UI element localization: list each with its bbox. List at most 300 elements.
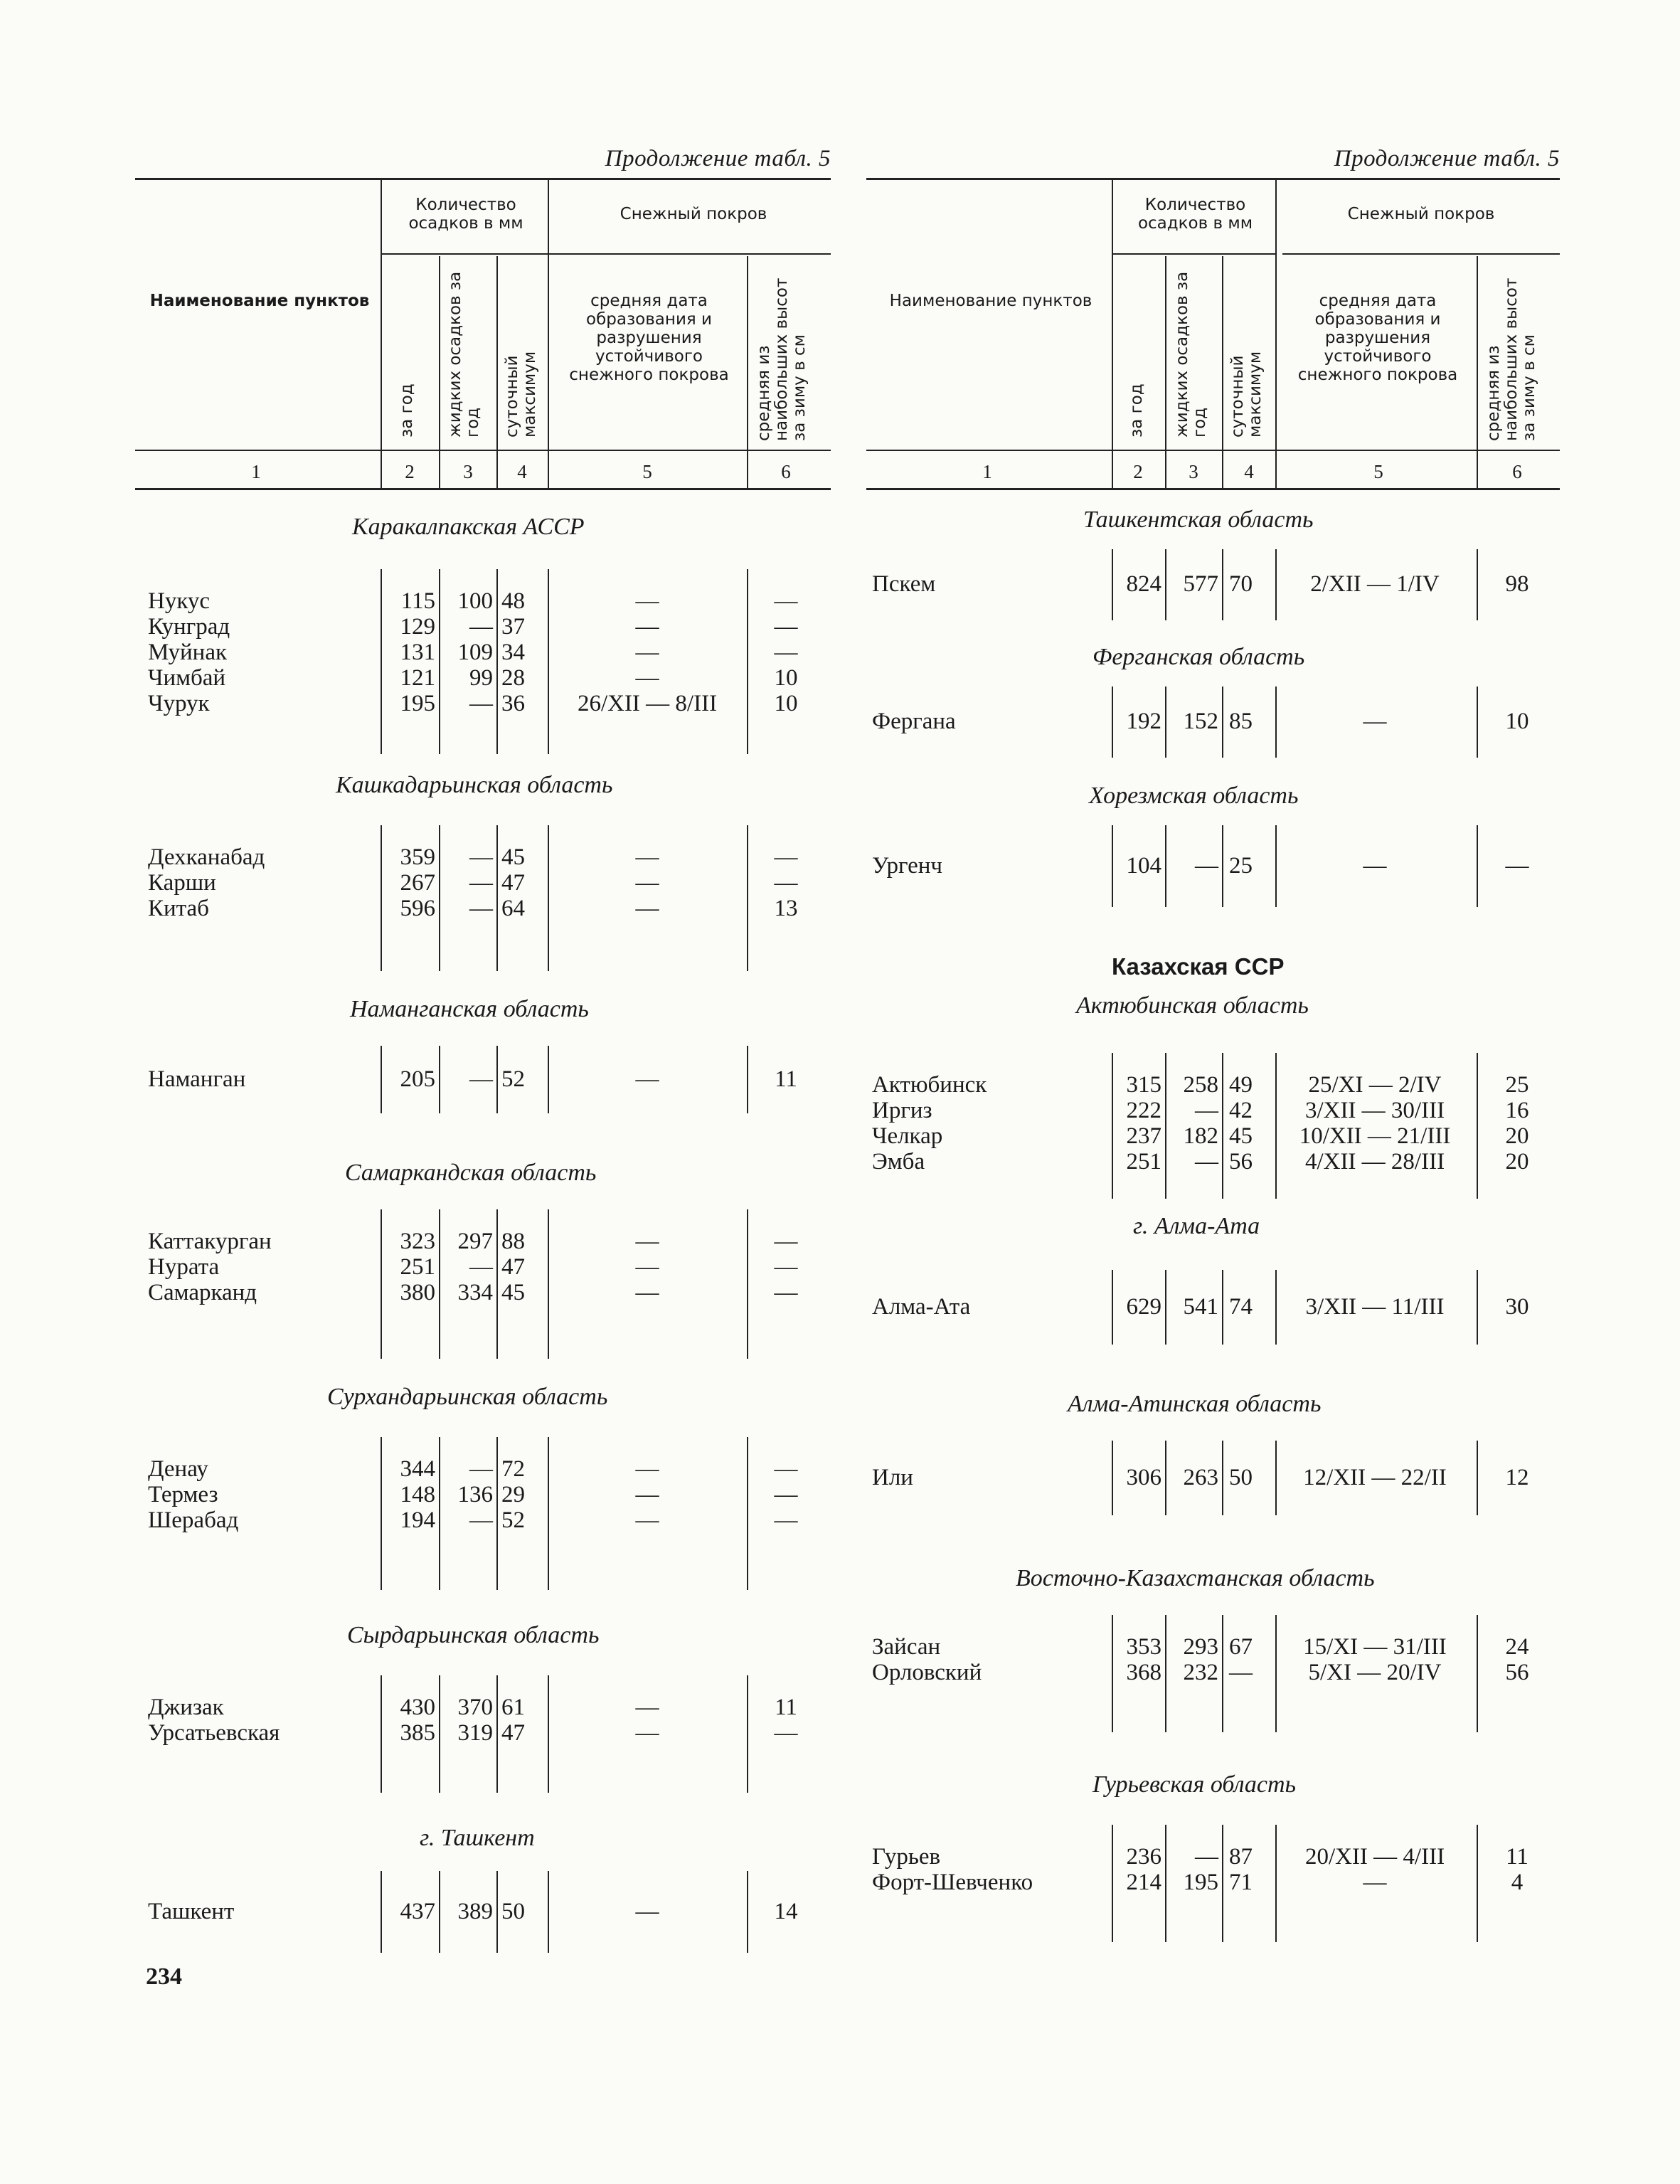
station-name: Иргиз bbox=[872, 1098, 932, 1123]
header-divider bbox=[1165, 256, 1166, 488]
precip-annual: 192 bbox=[1126, 709, 1161, 734]
precip-liquid: 109 bbox=[457, 640, 493, 665]
station-name: Кунград bbox=[148, 614, 230, 640]
column-rule bbox=[1222, 825, 1223, 907]
precip-annual: 129 bbox=[400, 614, 435, 640]
column-rule bbox=[747, 1046, 748, 1113]
precip-liquid: 370 bbox=[457, 1695, 493, 1720]
precip-liquid: — bbox=[1195, 1844, 1218, 1870]
header-divider bbox=[381, 179, 382, 488]
precip-annual: 115 bbox=[400, 588, 435, 614]
station-name: Джизак bbox=[148, 1695, 224, 1720]
precip-liquid: 136 bbox=[457, 1482, 493, 1507]
snow-cover-dates: — bbox=[635, 896, 659, 921]
precip-liquid: — bbox=[469, 1456, 493, 1482]
header-rule bbox=[1112, 253, 1275, 255]
station-name: Ташкент bbox=[148, 1898, 235, 1924]
precip-liquid: — bbox=[469, 870, 493, 896]
precip-annual: 596 bbox=[400, 896, 435, 921]
precip-annual: 430 bbox=[400, 1695, 435, 1720]
header-divider bbox=[1112, 179, 1113, 488]
snow-depth-max: 10 bbox=[774, 665, 798, 691]
header-col5: средняя дата образования и разрушения устойчивого снежного покрова bbox=[1297, 292, 1458, 384]
precip-daily-max: 25 bbox=[1229, 852, 1253, 879]
station-name: Нурата bbox=[148, 1254, 220, 1280]
precip-daily-max: 52 bbox=[501, 1507, 525, 1533]
header-rule bbox=[135, 450, 831, 451]
snow-cover-dates: — bbox=[635, 1695, 659, 1720]
precip-annual: 437 bbox=[400, 1898, 435, 1924]
col-number: 1 bbox=[982, 461, 992, 482]
snow-cover-dates: — bbox=[1363, 709, 1387, 734]
col-number: 2 bbox=[405, 461, 415, 482]
snow-depth-max: — bbox=[774, 640, 798, 665]
page-number: 234 bbox=[146, 1963, 182, 1990]
header-rule bbox=[1282, 253, 1560, 255]
header-col3: жидких осадков за год bbox=[1173, 271, 1209, 438]
section-title: г. Ташкент bbox=[420, 1825, 535, 1851]
snow-cover-dates: 3/XII — 11/III bbox=[1305, 1293, 1445, 1320]
precip-liquid: 182 bbox=[1183, 1123, 1218, 1149]
column-rule bbox=[496, 1046, 498, 1113]
precip-annual: 148 bbox=[400, 1482, 435, 1507]
station-name: Зайсан bbox=[872, 1634, 941, 1660]
column-rule bbox=[747, 1871, 748, 1953]
snow-cover-dates: — bbox=[635, 640, 659, 665]
snow-depth-max: — bbox=[774, 1482, 798, 1507]
snow-depth-max: 16 bbox=[1505, 1098, 1529, 1123]
station-name: Чимбай bbox=[148, 665, 226, 691]
precip-liquid: — bbox=[1195, 852, 1218, 879]
precip-daily-max: 52 bbox=[501, 1066, 525, 1092]
precip-daily-max: — bbox=[1229, 1660, 1253, 1685]
header-rule bbox=[381, 253, 548, 255]
column-rule bbox=[496, 1437, 498, 1590]
precip-annual: 359 bbox=[400, 844, 435, 870]
header-col6: средняя из наибольших высот за зиму в см bbox=[755, 277, 809, 441]
column-rule bbox=[439, 1046, 440, 1113]
snow-depth-max: 20 bbox=[1505, 1149, 1529, 1175]
station-name: Ургенч bbox=[872, 852, 942, 879]
snow-cover-dates: — bbox=[635, 614, 659, 640]
column-rule bbox=[381, 1871, 382, 1953]
header-divider bbox=[747, 256, 748, 488]
precip-daily-max: 49 bbox=[1229, 1072, 1253, 1098]
station-name: Гурьев bbox=[872, 1844, 941, 1870]
snow-depth-max: — bbox=[774, 614, 798, 640]
precip-annual: 121 bbox=[400, 665, 435, 691]
precip-daily-max: 50 bbox=[1229, 1464, 1253, 1490]
station-name: Эмба bbox=[872, 1149, 925, 1175]
header-snow-group: Снежный покров bbox=[1347, 205, 1495, 223]
section-title: Самаркандская область bbox=[345, 1160, 597, 1186]
section-title: Сырдарьинская область bbox=[347, 1622, 600, 1648]
snow-depth-max: 56 bbox=[1505, 1660, 1529, 1685]
snow-cover-dates: 20/XII — 4/III bbox=[1304, 1844, 1445, 1870]
snow-depth-max: — bbox=[774, 870, 798, 896]
snow-cover-dates: — bbox=[1363, 852, 1387, 879]
snow-depth-max: — bbox=[1505, 852, 1529, 879]
header-col4: суточный максимум bbox=[503, 351, 539, 438]
precip-liquid: — bbox=[469, 1254, 493, 1280]
precip-daily-max: 87 bbox=[1229, 1844, 1253, 1870]
station-name: Муйнак bbox=[148, 640, 228, 665]
snow-cover-dates: — bbox=[1363, 1870, 1387, 1895]
col-number: 6 bbox=[781, 461, 791, 482]
republic-heading: Казахская ССР bbox=[1112, 953, 1285, 980]
column-rule bbox=[1165, 825, 1166, 907]
precip-daily-max: 36 bbox=[501, 691, 525, 716]
header-rule bbox=[548, 253, 831, 255]
snow-cover-dates: 10/XII — 21/III bbox=[1299, 1123, 1451, 1149]
column-rule bbox=[1222, 1615, 1223, 1732]
precip-daily-max: 85 bbox=[1229, 709, 1253, 734]
snow-depth-max: 14 bbox=[774, 1898, 798, 1924]
header-divider bbox=[496, 256, 498, 488]
precip-annual: 251 bbox=[400, 1254, 435, 1280]
col-number: 1 bbox=[251, 461, 261, 482]
snow-depth-max: 4 bbox=[1511, 1870, 1524, 1895]
precip-annual: 205 bbox=[400, 1066, 435, 1092]
section-title: Восточно-Казахстанская область bbox=[1016, 1565, 1375, 1591]
snow-depth-max: 24 bbox=[1505, 1634, 1529, 1660]
column-rule bbox=[1165, 1270, 1166, 1345]
column-rule bbox=[1222, 1825, 1223, 1942]
section-title: Ташкентская область bbox=[1083, 507, 1314, 533]
snow-cover-dates: — bbox=[635, 588, 659, 614]
precip-daily-max: 47 bbox=[501, 870, 525, 896]
snow-depth-max: 30 bbox=[1505, 1293, 1529, 1320]
continuation-label: Продолжение табл. 5 bbox=[1334, 146, 1560, 171]
column-rule bbox=[439, 1437, 440, 1590]
station-name: Китаб bbox=[148, 896, 209, 921]
station-name: Форт-Шевченко bbox=[872, 1870, 1033, 1895]
station-name: Наманган bbox=[148, 1066, 246, 1092]
precip-daily-max: 50 bbox=[501, 1898, 525, 1924]
precip-liquid: 577 bbox=[1183, 571, 1218, 597]
snow-cover-dates: — bbox=[635, 1229, 659, 1254]
col-number: 3 bbox=[1189, 461, 1198, 482]
snow-depth-max: 11 bbox=[775, 1066, 797, 1092]
station-name: Шерабад bbox=[148, 1507, 239, 1533]
station-name: Каттакурган bbox=[148, 1229, 272, 1254]
snow-cover-dates: 25/XI — 2/IV bbox=[1308, 1072, 1442, 1098]
precip-annual: 237 bbox=[1126, 1123, 1161, 1149]
precip-liquid: — bbox=[469, 691, 493, 716]
snow-cover-dates: — bbox=[635, 1720, 659, 1746]
precip-daily-max: 45 bbox=[501, 844, 525, 870]
column-rule bbox=[1477, 687, 1478, 758]
precip-annual: 194 bbox=[400, 1507, 435, 1533]
header-col2: за год bbox=[1127, 383, 1146, 438]
station-name: Орловский bbox=[872, 1660, 982, 1685]
column-rule bbox=[496, 825, 498, 971]
precip-liquid: 541 bbox=[1183, 1293, 1218, 1320]
snow-depth-max: 98 bbox=[1505, 571, 1529, 597]
col-number: 4 bbox=[1244, 461, 1254, 482]
precip-annual: 251 bbox=[1126, 1149, 1161, 1175]
column-rule bbox=[496, 1675, 498, 1793]
precip-liquid: 232 bbox=[1183, 1660, 1218, 1685]
column-rule bbox=[1477, 1270, 1478, 1345]
section-title: Хорезмская область bbox=[1089, 783, 1299, 809]
column-rule bbox=[439, 825, 440, 971]
precip-daily-max: 71 bbox=[1229, 1870, 1253, 1895]
column-rule bbox=[747, 1209, 748, 1359]
snow-depth-max: 20 bbox=[1505, 1123, 1529, 1149]
snow-cover-dates: 12/XII — 22/II bbox=[1303, 1464, 1447, 1490]
snow-depth-max: 25 bbox=[1505, 1072, 1529, 1098]
precip-annual: 315 bbox=[1126, 1072, 1161, 1098]
precip-daily-max: 70 bbox=[1229, 571, 1253, 597]
col-number: 5 bbox=[642, 461, 652, 482]
station-name: Чурук bbox=[148, 691, 210, 716]
snow-depth-max: 13 bbox=[774, 896, 798, 921]
section-title: г. Алма-Ата bbox=[1133, 1213, 1260, 1239]
column-rule bbox=[496, 1871, 498, 1953]
col-number: 2 bbox=[1133, 461, 1143, 482]
column-rule bbox=[1222, 1053, 1223, 1199]
top-rule bbox=[135, 178, 831, 180]
header-snow-group: Снежный покров bbox=[620, 205, 767, 223]
precip-daily-max: 28 bbox=[501, 665, 525, 691]
station-name: Карши bbox=[148, 870, 216, 896]
header-rule bbox=[135, 488, 831, 490]
snow-depth-max: — bbox=[774, 1229, 798, 1254]
precip-liquid: — bbox=[1195, 1149, 1218, 1175]
column-rule bbox=[747, 569, 748, 754]
column-rule bbox=[439, 1871, 440, 1953]
snow-cover-dates: — bbox=[635, 1456, 659, 1482]
precip-liquid: 293 bbox=[1183, 1634, 1218, 1660]
column-rule bbox=[1222, 1441, 1223, 1515]
column-rule bbox=[747, 1675, 748, 1793]
snow-depth-max: — bbox=[774, 1507, 798, 1533]
header-rule bbox=[866, 488, 1560, 490]
precip-daily-max: 45 bbox=[1229, 1123, 1253, 1149]
precip-daily-max: 61 bbox=[501, 1695, 525, 1720]
header-divider bbox=[439, 256, 440, 488]
precip-liquid: 195 bbox=[1183, 1870, 1218, 1895]
top-rule bbox=[866, 178, 1560, 180]
precip-liquid: 319 bbox=[457, 1720, 493, 1746]
column-rule bbox=[1477, 1825, 1478, 1942]
precip-annual: 385 bbox=[400, 1720, 435, 1746]
column-rule bbox=[496, 569, 498, 754]
station-name: Денау bbox=[148, 1456, 208, 1482]
snow-depth-max: 11 bbox=[775, 1695, 797, 1720]
precip-daily-max: 88 bbox=[501, 1229, 525, 1254]
precip-annual: 323 bbox=[400, 1229, 435, 1254]
precip-daily-max: 47 bbox=[501, 1254, 525, 1280]
precip-annual: 368 bbox=[1126, 1660, 1161, 1685]
precip-annual: 131 bbox=[400, 640, 435, 665]
column-rule bbox=[439, 569, 440, 754]
snow-depth-max: — bbox=[774, 1280, 798, 1305]
header-col6: средняя из наибольших высот за зиму в см bbox=[1484, 277, 1538, 441]
precip-daily-max: 42 bbox=[1229, 1098, 1253, 1123]
precip-liquid: — bbox=[469, 844, 493, 870]
snow-cover-dates: — bbox=[635, 844, 659, 870]
station-name: Термез bbox=[148, 1482, 218, 1507]
precip-liquid: 389 bbox=[457, 1898, 493, 1924]
precip-liquid: — bbox=[469, 1507, 493, 1533]
header-rule bbox=[866, 450, 1560, 451]
column-rule bbox=[1477, 1053, 1478, 1199]
col-number: 4 bbox=[517, 461, 527, 482]
column-rule bbox=[1165, 687, 1166, 758]
header-divider bbox=[1275, 179, 1277, 488]
precip-liquid: 99 bbox=[469, 665, 493, 691]
col-number: 3 bbox=[463, 461, 473, 482]
snow-cover-dates: 15/XI — 31/III bbox=[1303, 1634, 1447, 1660]
column-rule bbox=[1222, 549, 1223, 620]
precip-daily-max: 56 bbox=[1229, 1149, 1253, 1175]
snow-depth-max: — bbox=[774, 844, 798, 870]
snow-depth-max: — bbox=[774, 588, 798, 614]
snow-cover-dates: 5/XI — 20/IV bbox=[1308, 1660, 1442, 1685]
header-col4: суточный максимум bbox=[1228, 351, 1265, 438]
column-rule bbox=[439, 1209, 440, 1359]
precip-daily-max: 34 bbox=[501, 640, 525, 665]
precip-daily-max: 45 bbox=[501, 1280, 525, 1305]
station-name: Челкар bbox=[872, 1123, 943, 1149]
header-col1: Наименование пунктов bbox=[149, 292, 370, 310]
header-divider bbox=[1222, 256, 1223, 488]
precip-annual: 629 bbox=[1126, 1293, 1161, 1320]
precip-daily-max: 29 bbox=[501, 1482, 525, 1507]
header-precip-group: Количество осадков в мм bbox=[1137, 196, 1253, 233]
snow-depth-max: 11 bbox=[1506, 1844, 1529, 1870]
precip-daily-max: 67 bbox=[1229, 1634, 1253, 1660]
column-rule bbox=[1477, 1441, 1478, 1515]
precip-annual: 222 bbox=[1126, 1098, 1161, 1123]
column-rule bbox=[381, 1046, 382, 1113]
column-rule bbox=[439, 1675, 440, 1793]
precip-annual: 267 bbox=[400, 870, 435, 896]
section-title: Наманганская область bbox=[350, 996, 589, 1022]
precip-liquid: 263 bbox=[1183, 1464, 1218, 1490]
snow-depth-max: 12 bbox=[1505, 1464, 1529, 1490]
snow-cover-dates: — bbox=[635, 1280, 659, 1305]
snow-cover-dates: 2/XII — 1/IV bbox=[1310, 571, 1440, 597]
snow-cover-dates: 3/XII — 30/III bbox=[1304, 1098, 1445, 1123]
precip-annual: 344 bbox=[400, 1456, 435, 1482]
station-name: Пскем bbox=[872, 571, 936, 597]
precip-annual: 236 bbox=[1126, 1844, 1161, 1870]
section-title: Актюбинская область bbox=[1076, 992, 1309, 1019]
column-rule bbox=[381, 1437, 382, 1590]
station-name: Или bbox=[872, 1464, 913, 1490]
header-divider bbox=[1477, 256, 1478, 488]
column-rule bbox=[381, 1209, 382, 1359]
header-col5: средняя дата образования и разрушения устойчивого снежного покрова bbox=[569, 292, 729, 384]
column-rule bbox=[1477, 549, 1478, 620]
col-number: 5 bbox=[1373, 461, 1383, 482]
snow-depth-max: — bbox=[774, 1456, 798, 1482]
precip-liquid: 258 bbox=[1183, 1072, 1218, 1098]
station-name: Дехканабад bbox=[148, 844, 265, 870]
section-title: Каракалпакская АССР bbox=[352, 514, 585, 540]
precip-annual: 824 bbox=[1126, 571, 1161, 597]
snow-cover-dates: — bbox=[635, 1898, 659, 1924]
precip-daily-max: 47 bbox=[501, 1720, 525, 1746]
snow-cover-dates: 26/XII — 8/III bbox=[577, 691, 718, 716]
column-rule bbox=[747, 1437, 748, 1590]
precip-liquid: — bbox=[1195, 1098, 1218, 1123]
snow-cover-dates: — bbox=[635, 1507, 659, 1533]
section-title: Сурхандарьинская область bbox=[327, 1384, 608, 1410]
precip-daily-max: 64 bbox=[501, 896, 525, 921]
header-col1: Наименование пунктов bbox=[889, 292, 1092, 310]
station-name: Фергана bbox=[872, 709, 956, 734]
snow-cover-dates: — bbox=[635, 665, 659, 691]
header-col3: жидких осадков за год bbox=[446, 271, 482, 438]
section-title: Кашкадарьинская область bbox=[336, 772, 613, 798]
header-col2: за год bbox=[398, 383, 416, 438]
precip-daily-max: 48 bbox=[501, 588, 525, 614]
precip-liquid: 100 bbox=[457, 588, 493, 614]
column-rule bbox=[1165, 1441, 1166, 1515]
column-rule bbox=[1222, 1270, 1223, 1345]
snow-cover-dates: — bbox=[635, 1254, 659, 1280]
continuation-label: Продолжение табл. 5 bbox=[605, 146, 831, 171]
precip-daily-max: 74 bbox=[1229, 1293, 1253, 1320]
snow-depth-max: 10 bbox=[774, 691, 798, 716]
precip-liquid: 152 bbox=[1183, 709, 1218, 734]
snow-cover-dates: — bbox=[635, 1482, 659, 1507]
precip-liquid: — bbox=[469, 614, 493, 640]
column-rule bbox=[1222, 687, 1223, 758]
station-name: Самарканд bbox=[148, 1280, 257, 1305]
column-rule bbox=[496, 1209, 498, 1359]
column-rule bbox=[381, 569, 382, 754]
station-name: Урсатьевская bbox=[148, 1720, 280, 1746]
precip-liquid: 334 bbox=[457, 1280, 493, 1305]
station-name: Нукус bbox=[148, 588, 211, 614]
precip-annual: 195 bbox=[400, 691, 435, 716]
snow-cover-dates: 4/XII — 28/III bbox=[1304, 1149, 1445, 1175]
column-rule bbox=[1165, 549, 1166, 620]
station-name: Алма-Ата bbox=[872, 1293, 971, 1320]
precip-daily-max: 72 bbox=[501, 1456, 525, 1482]
snow-cover-dates: — bbox=[635, 870, 659, 896]
precip-annual: 214 bbox=[1126, 1870, 1161, 1895]
precip-annual: 104 bbox=[1126, 852, 1161, 879]
column-rule bbox=[747, 825, 748, 971]
precip-liquid: — bbox=[469, 896, 493, 921]
section-title: Алма-Атинская область bbox=[1068, 1391, 1322, 1417]
column-rule bbox=[1477, 825, 1478, 907]
column-rule bbox=[1165, 1825, 1166, 1942]
snow-depth-max: — bbox=[774, 1720, 798, 1746]
column-rule bbox=[381, 825, 382, 971]
precip-annual: 353 bbox=[1126, 1634, 1161, 1660]
snow-depth-max: — bbox=[774, 1254, 798, 1280]
station-name: Актюбинск bbox=[872, 1072, 987, 1098]
section-title: Ферганская область bbox=[1092, 644, 1305, 670]
precip-liquid: 297 bbox=[457, 1229, 493, 1254]
column-rule bbox=[1165, 1053, 1166, 1199]
precip-annual: 306 bbox=[1126, 1464, 1161, 1490]
section-title: Гурьевская область bbox=[1092, 1771, 1297, 1798]
column-rule bbox=[1477, 1615, 1478, 1732]
precip-annual: 380 bbox=[400, 1280, 435, 1305]
snow-cover-dates: — bbox=[635, 1066, 659, 1092]
snow-depth-max: 10 bbox=[1505, 709, 1529, 734]
precip-daily-max: 37 bbox=[501, 614, 525, 640]
column-rule bbox=[1165, 1615, 1166, 1732]
